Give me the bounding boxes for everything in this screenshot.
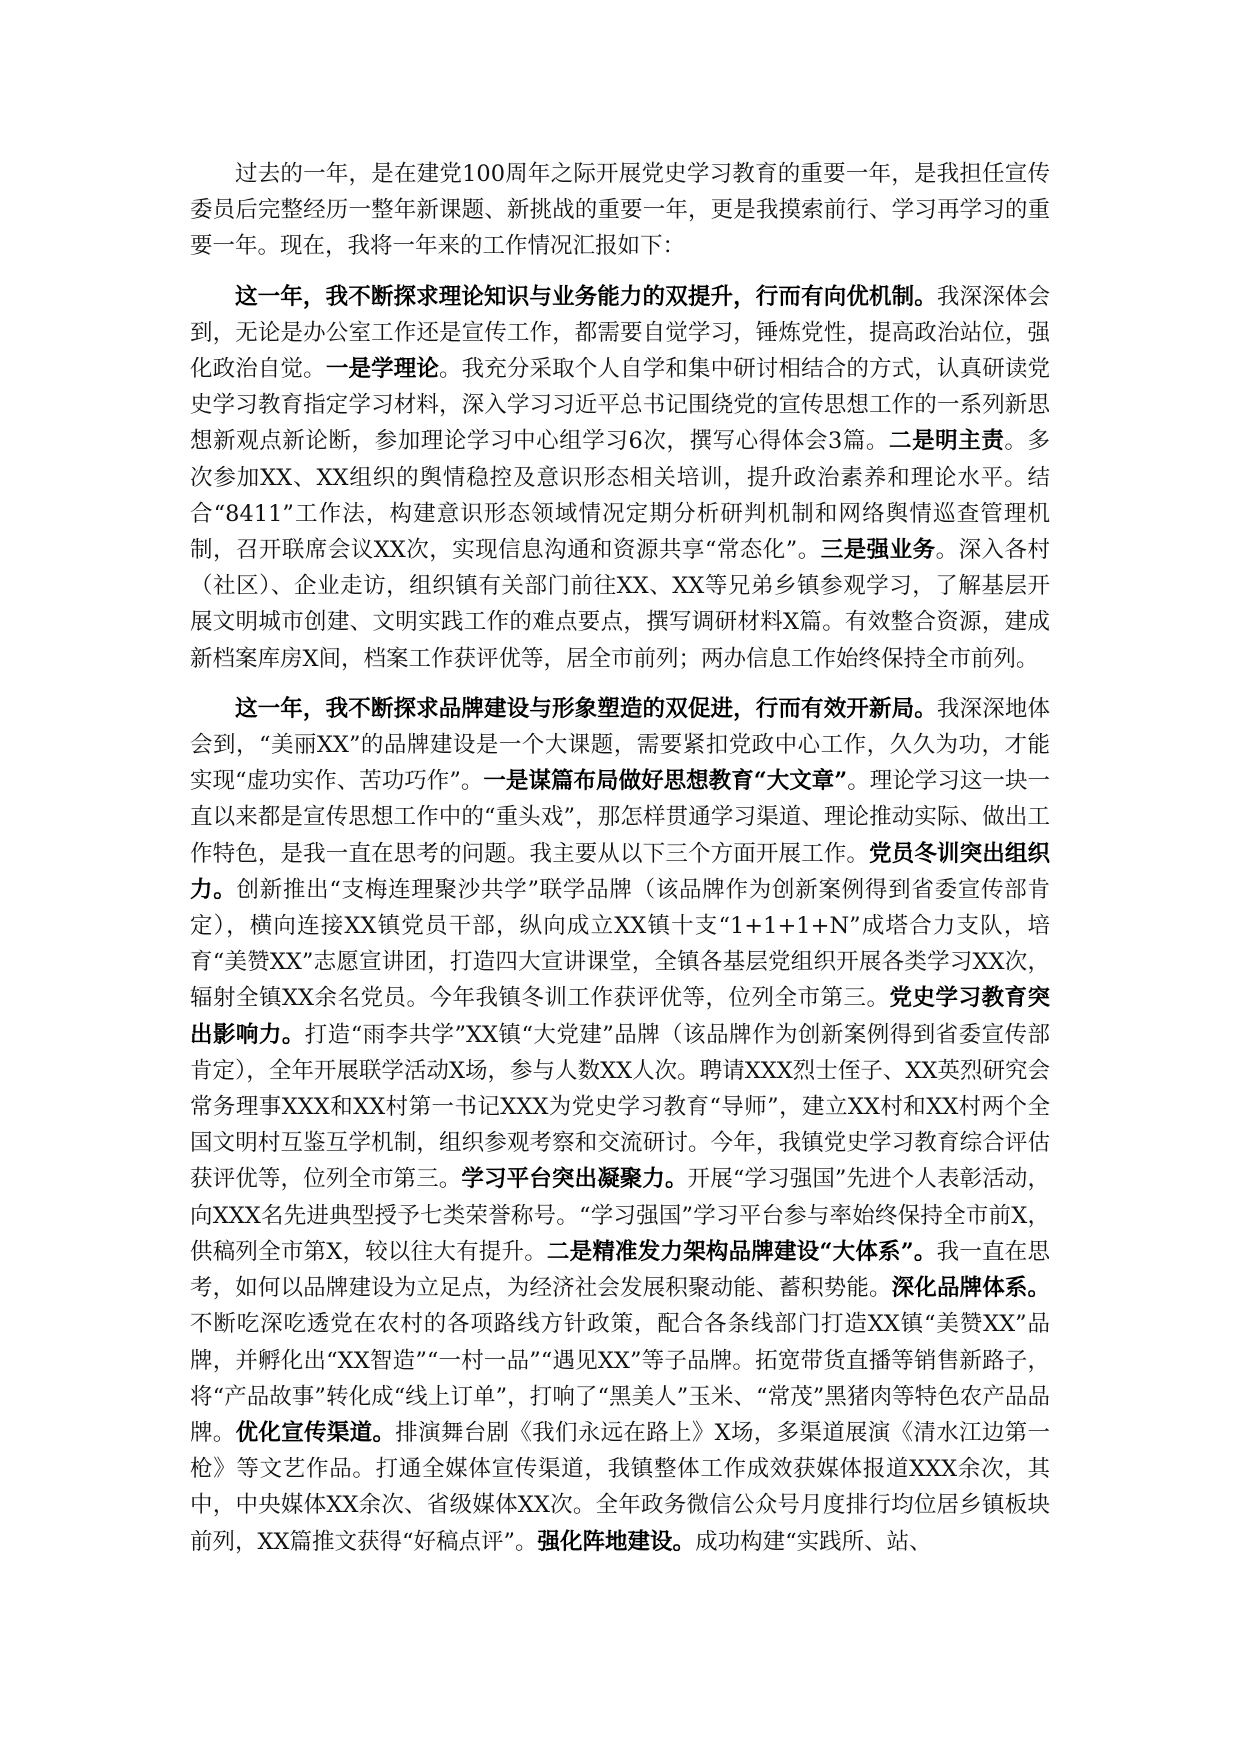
subheading-positions: 强化阵地建设。 bbox=[537, 1528, 696, 1555]
intro-text: 过去的一年，是在建党100周年之际开展党史学习教育的重要一年，是我担任宣传委员后完整经历一整年新课题、新挑战的重要一年，更是我摸索前行、学习再学习的重要一年。现在，我将一年来的工作情况汇报如下： bbox=[190, 161, 1050, 260]
subheading-learning-platform: 学习平台突出凝聚力。 bbox=[461, 1166, 688, 1193]
subheading-channels: 优化宣传渠道。 bbox=[235, 1419, 396, 1446]
body-text: 。我充分采取个人自学和集中研讨相结合的方式，认真研读党史学习教育指定学习材料，深入学习习近平总书记围绕党的宣传思想工作的一系列新思想新观点新论断，参加理论学习中心组学习6次，撰写心得体会3篇。 bbox=[190, 356, 1050, 455]
body-text: 我深深地体会到，“美丽XX”的品牌建设是一个大课题，需要紧扣党政中心工作，久久为功，才能实现“虚功实作、苦功巧作”。 bbox=[190, 695, 1050, 795]
body-text: 排演舞台剧《我们永远在路上》X场，多渠道展演《清水江边第一枪》等文艺作品。打通全媒体宣传渠道，我镇整体工作成效获媒体报道XXX余次，其中，中央媒体XX余次、省级媒体XX次。全年政务微信公众号月度排行均位居乡镇板块前列，XX篇推文获得“好稿点评”。 bbox=[190, 1419, 1050, 1555]
body-text: 打造“雨李共学”XX镇“大党建”品牌（该品牌作为创新案例得到省委宣传部肯定），全年开展联学活动X场，参与人数XX人次。聘请XXX烈士侄子、XX英烈研究会常务理事XXX和XX村第一书记XXX为党史学习教育“导师”，建立XX村和XX村两个全国文明村互鉴互学机制，组织参观考察和交流研讨。今年，我镇党史学习教育综合评估获评优等，位列全市第三。 bbox=[190, 1021, 1050, 1193]
body-text: 。多次参加XX、XX组织的舆情稳控及意识形态相关培训，提升政治素养和理论水平。结合“8411”工作法，构建意识形态领域情况定期分析研判机制和网络舆情巡查管理机制，召开联席会议XX次，实现信息沟通和资源共享“常态化”。 bbox=[190, 428, 1050, 564]
paragraph-theory bbox=[190, 279, 1050, 677]
body-text: 我一直在思考，如何以品牌建设为立足点，为经济社会发展积聚动能、蓄积势能。 bbox=[190, 1238, 1050, 1302]
subheading-theory: 一是学理论 bbox=[325, 356, 439, 383]
body-text: 。深入各村（社区）、企业走访，组织镇有关部门前往XX、XX等兄弟乡镇参观学习，了解基层开展文明城市创建、文明实践工作的难点要点，撰写调研材料X篇。有效整合资源，建成新档案库房X间，档案工作获评优等，居全市前列；两办信息工作始终保持全市前列。 bbox=[190, 537, 1050, 672]
body-text: 成功构建“实践所、站、 bbox=[695, 1528, 932, 1555]
section-heading: 这一年，我不断探求品牌建设与形象塑造的双促进，行而有效开新局。 bbox=[235, 695, 937, 722]
body-text: 开展“学习强国”先进个人表彰活动，向XXX名先进典型授予七类荣誉称号。“学习强国”学习平台参与率始终保持全市前X，供稿列全市第X，较以往大有提升。 bbox=[190, 1166, 1050, 1265]
subheading-brand-system: 二是精准发力架构品牌建设“大体系”。 bbox=[546, 1238, 937, 1265]
body-text: 我深深体会到，无论是办公室工作还是宣传工作，都需要自觉学习，锤炼党性，提高政治站位，强化政治自觉。 bbox=[190, 283, 1050, 383]
subheading-winter-training: 党员冬训突出组织力。 bbox=[190, 840, 1050, 903]
subheading-responsibility: 二是明主责 bbox=[889, 428, 1005, 455]
paragraph-intro bbox=[190, 156, 1050, 265]
document-page bbox=[190, 156, 1050, 1574]
paragraph-brand bbox=[190, 691, 1050, 1560]
body-text: 。理论学习这一块一直以来都是宣传思想工作中的“重头戏”，那怎样贯通学习渠道、理论推动实际、做出工作特色，是我一直在思考的问题。我主要从以下三个方面开展工作。 bbox=[190, 768, 1050, 867]
body-text: 不断吃深吃透党在农村的各项路线方针政策，配合各条线部门打造XX镇“美赞XX”品牌，并孵化出“XX智造”“一村一品”“遇见XX”等子品牌。拓宽带货直播等销售新路子，将“产品故事”转化成“线上订单”，打响了“黑美人”玉米、“常茂”黑猪肉等特色农产品品牌。 bbox=[190, 1311, 1050, 1446]
body-text: 创新推出“支梅连理聚沙共学”联学品牌（该品牌作为创新案例得到省委宣传部肯定），横向连接XX镇党员干部，纵向成立XX镇十支“1+1+1+N”成塔合力支队，培育“美赞XX”志愿宣讲团，打造四大宣讲课堂，全镇各基层党组织开展各类学习XX次，辐射全镇XX余名党员。今年我镇冬训工作获评优等，位列全市第三。 bbox=[190, 876, 1050, 1012]
section-heading: 这一年，我不断探求理论知识与业务能力的双提升，行而有向优机制。 bbox=[235, 283, 937, 310]
subheading-education: 一是谋篇布局做好思想教育“大文章” bbox=[483, 768, 848, 795]
subheading-business: 三是强业务 bbox=[820, 537, 936, 564]
subheading-party-history: 党史学习教育突出影响力。 bbox=[190, 985, 1050, 1048]
subheading-deepen-brand: 深化品牌体系。 bbox=[891, 1275, 1050, 1302]
